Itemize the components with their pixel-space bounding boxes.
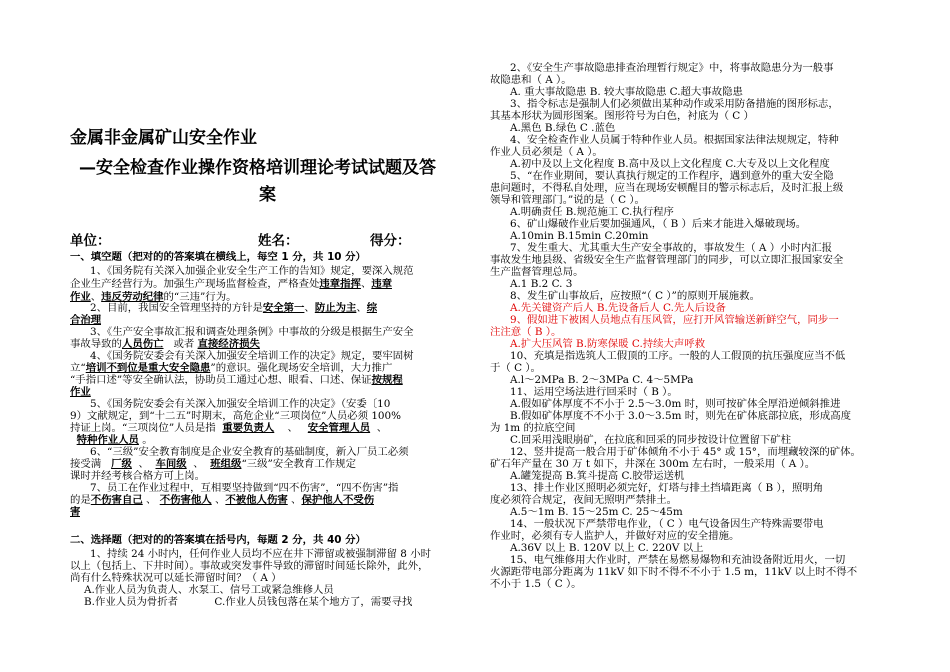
c2-options: A. 重大事故隐患 B. 较大事故隐患 C.超大事故隐患 xyxy=(510,86,743,98)
q6-line-a: 6、“三级”安全教育制度是企业安全教育的基础制度，新入厂员工必须 xyxy=(90,446,409,458)
c4-line-b: 作业人员必须是（ A ）。 xyxy=(490,146,603,158)
q7-answer-2: 不伤害他人 xyxy=(159,494,212,506)
score-field: 得分： xyxy=(370,233,411,249)
title-line1: 金属非金属矿山安全作业 xyxy=(70,128,257,148)
c1-line-b: 以上（包括上、下井时间）。事故或突发事件导致的滞留时间延长除外，此外， xyxy=(70,560,429,572)
c14-options: A.36V 以上 B. 120V 以上 C. 220V 以上 xyxy=(510,542,704,554)
c12-options: A.罐笼提高 B.箕斗提高 C.胶带运送机 xyxy=(510,470,685,482)
q3-answer-1: 人员伤亡 xyxy=(121,338,164,350)
title-line2: —安全检查作业操作资格培训理论考试试题及答 xyxy=(79,158,436,178)
q2-answer-3: 综 xyxy=(366,302,378,314)
title-line3: 案 xyxy=(259,185,276,205)
q5-line-d: 特种作业人员 。 xyxy=(76,434,153,446)
q3-line-b: 事故导致的人员伤亡 或者 直接经济损失 xyxy=(70,338,260,350)
c13-options: A.5～1m B. 15～25m C. 25～45m xyxy=(510,506,683,518)
q1-answer-1: 违章指挥 xyxy=(319,278,361,290)
q5-line-a: 5、《国务院安委会有关深入加强安全培训工作的决定》（安委〔10 xyxy=(90,398,391,410)
c9-line-a: 9、假如进下被困人员地点有压风管，应打开风管输送新鲜空气，同步一 xyxy=(510,314,839,326)
c11-line-a: 11、运用空场法进行回采时（ B ）。 xyxy=(510,386,678,398)
c3-line-a: 3、指令标志是强制人们必须做出某种动作或采用防备措施的图形标志， xyxy=(510,98,839,110)
q4-answer-1: 培训不到位是重大安全隐患 xyxy=(85,362,211,374)
c13-line-a: 13、排土作业区照明必须完好，灯塔与排土挡墙距离（ B ），照明角 xyxy=(510,482,824,494)
q5-answer-2: 安全管理人员 xyxy=(307,422,371,434)
q2-line-b: 合治理 xyxy=(70,314,102,326)
c11-option-b: B.假如矿体厚度不不小于 3.0～3.5m 时，则先在矿体底部拉底，形成高度 xyxy=(510,410,851,422)
c5-options: A.明确责任 B.规范施工 C.执行程序 xyxy=(510,206,674,218)
c6-line-a: 6、矿山爆破作业后要加强通风，（ B ）后来才能进入爆破现场。 xyxy=(510,218,807,230)
c6-options: A.10min B.15min C.20min xyxy=(510,230,649,242)
section-choice-heading: 二、选择题（把对的的答案填在括号内，每题 2 分，共 40 分） xyxy=(70,534,366,546)
c3-line-b: 其基本形状为圆形图案。图形符号为白色，衬底为（ C ） xyxy=(490,110,754,122)
c9-options: A.扩大压风管 B.防寒保暖 C.持续大声呼救 xyxy=(510,338,706,350)
c11-option-c: C.回采用浅眼崩矿，在拉底和回采的同步按设计位置留下矿柱 xyxy=(510,434,792,446)
c4-options: A.初中及以上文化程度 B.高中及以上文化程度 C.大专及以上文化程度 xyxy=(510,158,830,170)
q7-line-c: 害 xyxy=(70,506,81,518)
q1-line-a: 1、《国务院有关深入加强企业安全生产工作的告知》规定，要深入规范 xyxy=(90,265,414,277)
c5-line-b: 患问题时，不得私自处理，应当在现场安顿醒目的警示标志后，及时汇报上级 xyxy=(490,182,844,194)
q7-answer-1: 不伤害自己 xyxy=(90,494,143,506)
c5-line-c: 领导和管理部门。”说的是（ C ）。 xyxy=(490,194,645,206)
c1-line-a: 1、持续 24 小时内，任何作业人员均不应在井下滞留或被强制滞留 8 小时 xyxy=(90,548,431,560)
q4-line-d: 作业 xyxy=(70,386,91,398)
c7-options: A.1 B.2 C. 3 xyxy=(510,278,573,290)
q7-line-a: 7、员工在作业过程中，互相要坚持做到“四不伤害”，“四不伤害”指 xyxy=(90,482,399,494)
q7-answer-4: 保护他人不受伤 xyxy=(301,494,375,506)
c8-options: A.先关键资产后人 B.先设备后人 C.先人后设备 xyxy=(510,302,726,314)
c15-line-b: 火源距带电部分距离为 11kV 如下时不得不不小于 1.5 m，11kV 以上时不得不 xyxy=(490,566,858,578)
c12-line-b: 矿石年产量在 30 万 t 如下，井深在 300m 左右时，一般采用（ A ）。 xyxy=(490,458,816,470)
q6-answer-1: 厂级 xyxy=(111,458,132,470)
c12-line-a: 12、竖井提高一般合用于矿体倾角不小于 45° 或 15°，而埋藏较深的矿体。 xyxy=(510,446,861,458)
q1-answer-2: 违章 xyxy=(371,278,393,290)
q3-line-a: 3、《生产安全事故汇报和调查处理条例》中事故的分级是根据生产安全 xyxy=(90,326,414,338)
q5-answer-3: 特种作业人员 xyxy=(76,434,139,446)
section-fill-in-heading: 一、填空题（把对的的答案填在横线上，每空 1 分，共 10 分） xyxy=(70,251,366,263)
c10-line-a: 10、充填是指选筑人工假顶的工序。一般的人工假顶的抗压强度应当不低 xyxy=(510,350,846,362)
q6-answer-2: 车间级 xyxy=(155,458,187,470)
q4-line-c: “手指口述”等安全确认法，协助员工通过心想、眼看、口述、保证按规程 xyxy=(70,374,403,386)
c7-line-c: 生产监督管理总局。 xyxy=(490,266,584,278)
c15-line-a: 15、电气维修用大作业时，严禁在易燃易爆物和充油设备附近用火，一切 xyxy=(510,554,846,566)
c4-line-a: 4、安全检查作业人员属于特种作业人员。根据国家法律法规规定，特种 xyxy=(510,134,839,146)
c1-option-bc: B.作业人员为骨折者 C.作业人员钱包落在某个地方了，需要寻找 xyxy=(84,596,413,608)
c11-option-a: A.假如矿体厚度不不小于 2.5～3.0m 时，则可按矿体全厚沿逆倾斜推进 xyxy=(510,398,841,410)
q1-answer-3: 违反劳动纪律 xyxy=(101,291,164,303)
c7-line-b: 事故发生地县级、省级安全生产监督管理部门的同步，可以立即汇报国家安全 xyxy=(490,254,844,266)
c3-options: A.黑色 B.绿色 C .蓝色 xyxy=(510,122,616,134)
c11-option-b-cont: 为 1m 的拉底空间 xyxy=(490,422,576,434)
q1-line-c: 作业、违反劳动纪律的“三违”行为。 xyxy=(70,291,237,303)
q5-line-b: 9）文献规定，到“十二五”时期末，高危企业“三项岗位”人员必须 100% xyxy=(70,410,402,422)
q4-answer-2: 按规程 xyxy=(371,374,403,386)
c10-line-b: 于（ C ）。 xyxy=(490,362,541,374)
c7-line-a: 7、发生重大、尤其重大生产安全事故的，事故发生（ A ）小时内汇报 xyxy=(510,242,833,254)
c2-line-b: 故隐患和（ A ）。 xyxy=(490,74,572,86)
q4-line-a: 4、《国务院安委会有关深入加强安全培训工作的决定》规定，要牢固树 xyxy=(90,350,414,362)
q6-line-b: 接受满 厂级 、 车间级 、 班组级“三级”安全教育工作规定 xyxy=(70,458,356,470)
c15-line-c: 不小于 1.5（ C ）。 xyxy=(490,578,582,590)
c1-option-a: A.作业人员为负责人、水泵工、信号工或紧急维修人员 xyxy=(84,584,334,596)
q4-line-b: 立“培训不到位是重大安全隐患”的意识。强化现场安全培训，大力推广 xyxy=(70,362,393,374)
c14-line-b: 作业时，必须有专人监护人，并做好对应的安全措施。 xyxy=(490,530,740,542)
c1-line-c: 尚有什么特殊状况可以延长滞留时间？（ A ） xyxy=(70,572,282,584)
q2-answer-1: 安全第一 xyxy=(262,302,305,314)
q6-line-c: 课时并经考核合格方可上岗。 xyxy=(70,470,206,482)
c2-line-a: 2、《安全生产事故隐患排查治理暂行规定》中，将事故隐患分为一般事 xyxy=(510,62,834,74)
unit-field: 单位： xyxy=(70,233,111,249)
q2-answer-2: 防止为主 xyxy=(314,302,357,314)
q3-answer-2: 直接经济损失 xyxy=(197,338,260,350)
q6-answer-3: 班组级 xyxy=(210,458,242,470)
c9-line-b: 注注意（ B ）。 xyxy=(490,326,562,338)
q7-line-b: 的是不伤害自己 、 不伤害他人 、不被他人伤害 、保护他人不受伤 xyxy=(70,494,375,506)
c8-line-a: 8、发生矿山事故后，应按照“（ C ）”的原则开展施救。 xyxy=(510,290,760,302)
q2-line-a: 2、目前，我国安全管理坚持的方针是安全第一、防止为主、综 xyxy=(90,302,378,314)
c14-line-a: 14、一般状况下严禁带电作业，（ C ）电气设备因生产特殊需要带电 xyxy=(510,518,824,530)
q5-answer-1: 重要负责人 xyxy=(222,422,275,434)
c5-line-a: 5、“在作业期间，要认真执行规定的工作程序，遇到意外的重大安全隐 xyxy=(510,170,834,182)
c10-options: A.l～2MPa B. 2～3MPa C. 4～5MPa xyxy=(510,374,694,386)
q7-answer-3: 不被他人伤害 xyxy=(225,494,288,506)
c13-line-b: 度必须符合规定，夜间无照明严禁排土。 xyxy=(490,494,678,506)
q5-line-c: 持证上岗。“三项岗位”人员是指 重要负责人 、 安全管理人员 、 xyxy=(70,422,388,434)
name-field: 姓名： xyxy=(258,233,299,249)
q1-line-b: 企业生产经营行为。加强生产现场监督检查，严格查处违章指挥、违章 xyxy=(70,278,393,290)
